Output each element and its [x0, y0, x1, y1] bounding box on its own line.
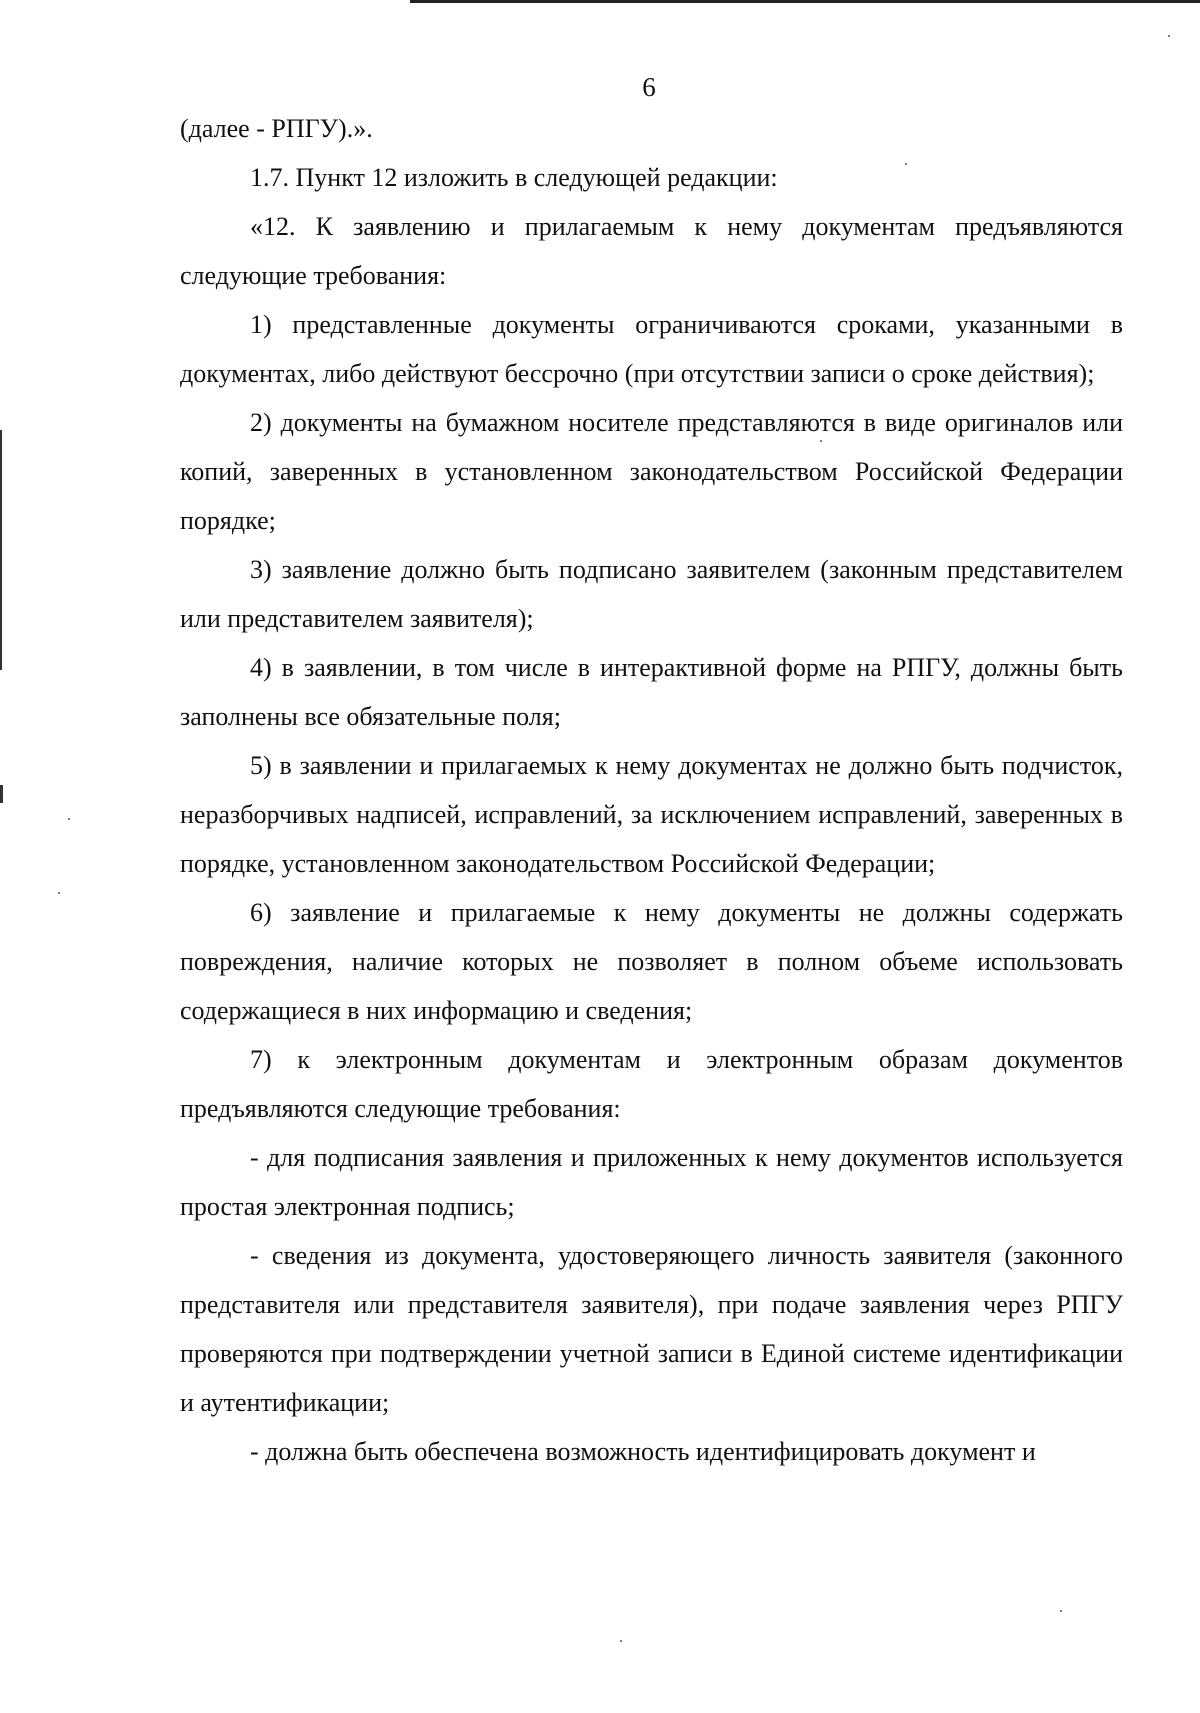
scan-speck: [1060, 1610, 1062, 1612]
paragraph: 6) заявление и прилагаемые к нему документы не должны содержать повреждения, наличие которых не позволяет в полном объеме использовать содержащиеся в них информацию и сведения;: [180, 898, 1123, 1025]
paragraph: «12. К заявлению и прилагаемым к нему документам предъявляются следующие требования:: [180, 212, 1123, 290]
paragraph: (далее - РПГУ).».: [180, 114, 373, 143]
scan-speck: [1168, 35, 1170, 37]
paragraph: - должна быть обеспечена возможность идентифицировать документ и: [250, 1437, 1036, 1466]
scan-speck: [905, 163, 907, 165]
paragraph: - сведения из документа, удостоверяющего личность заявителя (законного представителя или представителя заявителя), при подаче заявления через РПГУ проверяются при подтверждении учетной записи в Единой системе идентификации и аутентификации;: [180, 1241, 1123, 1417]
paragraph: - для подписания заявления и приложенных к нему документов используется простая электронная подпись;: [180, 1143, 1123, 1221]
paragraph: 7) к электронным документам и электронным образам документов предъявляются следующие требования:: [180, 1045, 1123, 1123]
paragraph: 1) представленные документы ограничиваются сроками, указанными в документах, либо действуют бессрочно (при отсутствии записи о сроке действия);: [180, 310, 1123, 388]
paragraph: 2) документы на бумажном носителе представляются в виде оригиналов или копий, заверенных в установленном законодательством Российской Федерации порядке;: [180, 408, 1123, 535]
left-edge-mark: [0, 785, 3, 803]
scan-speck: [68, 818, 70, 820]
scan-speck: [820, 440, 822, 442]
paragraph: 4) в заявлении, в том числе в интерактивной форме на РПГУ, должны быть заполнены все обязательные поля;: [180, 653, 1123, 731]
paragraph: 1.7. Пункт 12 изложить в следующей редакции:: [250, 163, 778, 192]
scan-speck: [620, 1640, 622, 1642]
document-body: [180, 104, 1123, 1476]
top-edge-line: [410, 0, 1200, 3]
paragraph: 5) в заявлении и прилагаемых к нему документах не должно быть подчисток, неразборчивых надписей, исправлений, за исключением исправлений, заверенных в порядке, установленном законодательством Российской Федерации;: [180, 751, 1123, 878]
scan-speck: [58, 892, 60, 894]
left-edge-mark: [0, 430, 2, 670]
paragraph: 3) заявление должно быть подписано заявителем (законным представителем или представителем заявителя);: [180, 555, 1123, 633]
page-number: 6: [642, 72, 656, 102]
